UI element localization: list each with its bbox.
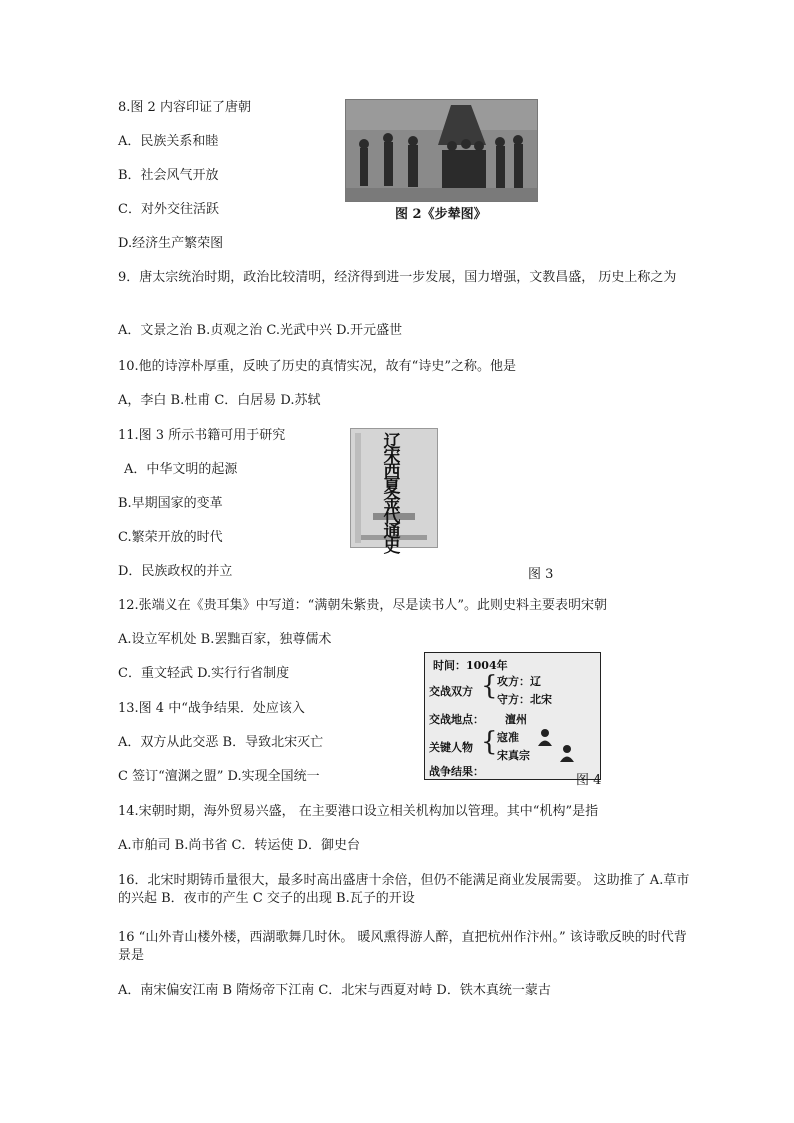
battle-figure-b: 宋真宗 <box>497 749 530 762</box>
battle-place-label: 交战地点： <box>429 713 484 726</box>
figure-3-book-cover <box>350 428 438 557</box>
q10-options: A，李白 B.杜甫 C．白居易 D.苏轼 <box>118 393 321 408</box>
brace-sides: { <box>481 671 498 701</box>
q14-options: A.市舶司 B.尚书省 C．转运使 D．御史台 <box>118 838 360 853</box>
q11-stem: 11.图 3 所示书籍可用于研究 <box>118 428 286 443</box>
q8-option-a: A．民族关系和睦 <box>118 134 219 149</box>
painting-image <box>346 100 537 201</box>
q13-stem: 13.图 4 中“战争结果．处应该入 <box>118 701 305 716</box>
brace-figures: { <box>481 727 498 757</box>
battle-result-label: 战争结果： <box>429 765 484 778</box>
q14-stem: 14.宋朝时期，海外贸易兴盛， 在主要港口设立相关机构加以管理。其中“机构”是指 <box>118 804 599 819</box>
q9-stem: 9．唐太宗统治时期，政治比较清明，经济得到进一步发展，国力增强，文教昌盛， 历史上称之为 <box>118 270 677 285</box>
battle-place-value: 澶州 <box>505 713 527 726</box>
q8-option-d: D.经济生产繁荣图 <box>118 236 224 251</box>
q13-options-2: C 签订“澶渊之盟” D.实现全国统一 <box>118 769 320 784</box>
q8-option-c: C．对外交往活跃 <box>118 202 219 217</box>
figure-4-battle-card <box>424 652 601 780</box>
q15-stem: 16．北宋时期铸币量很大，最多时高出盛唐十余倍，但仍不能满足商业发展需要。 这助推了 A.草市的兴起 B．夜市的产生 C 交子的出现 B.瓦子的开设 <box>118 873 690 906</box>
q11-option-c: C.繁荣开放的时代 <box>118 530 223 545</box>
q11-option-b: B.早期国家的变革 <box>118 496 223 511</box>
figure-4-caption: 图 4 <box>576 773 602 788</box>
q16-options: A．南宋偏安江南 B 隋炀帝下江南 C．北宋与西夏对峙 D．铁木真统一蒙古 <box>118 983 551 998</box>
q16-stem: 16 “山外青山楼外楼，西湖歌舞几时休。 暖风熏得游人醉，直把杭州作汴州。” 该诗歌反映的时代背景是 <box>118 930 687 963</box>
battle-sides-label: 交战双方 <box>429 685 473 698</box>
q10-stem: 10.他的诗淳朴厚重，反映了历史的真情实况，故有“诗史”之称。他是 <box>118 359 516 374</box>
book-title: 辽宋西夏金代通史 <box>383 432 401 557</box>
battle-figures-label: 关键人物 <box>429 741 473 754</box>
q8-option-b: B．社会风气开放 <box>118 168 219 183</box>
figure-3-caption: 图 3 <box>528 567 554 582</box>
q13-options-1: A．双方从此交恶 B．导致北宋灭亡 <box>118 735 324 750</box>
battle-figure-a: 寇准 <box>497 731 519 744</box>
q12-stem: 12.张端义在《贵耳集》中写道：“满朝朱紫贵，尽是读书人”。此则史料主要表明宋朝 <box>118 598 607 613</box>
figure-2-caption: 图 2《步辇图》 <box>395 207 487 222</box>
q11-option-a: A．中华文明的起源 <box>124 462 238 477</box>
battle-defender: 守方：北宋 <box>497 693 552 706</box>
q8-stem: 8.图 2 内容印证了唐朝 <box>118 100 251 115</box>
q9-options: A．文景之治 B.贞观之治 C.光武中兴 D.开元盛世 <box>118 323 403 338</box>
battle-time: 时间：1004年 <box>433 659 508 672</box>
q12-options-1: A.设立军机处 B.罢黜百家，独尊儒术 <box>118 632 332 647</box>
q12-options-2: C．重文轻武 D.实行行省制度 <box>118 666 290 681</box>
person-silhouette-icon <box>557 743 577 763</box>
battle-attacker: 攻方：辽 <box>497 675 541 688</box>
q11-option-d: D．民族政权的并立 <box>118 564 233 579</box>
person-silhouette-icon <box>535 727 555 747</box>
figure-2-painting <box>345 99 538 202</box>
